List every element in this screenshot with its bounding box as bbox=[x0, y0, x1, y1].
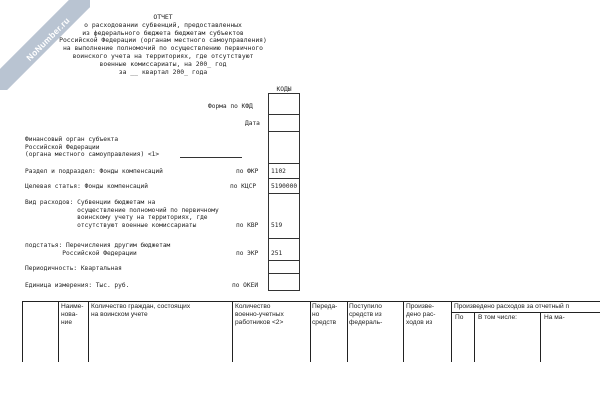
table-col-divider bbox=[232, 302, 233, 362]
ekr-label-line: Российской Федерации bbox=[25, 249, 137, 257]
expenses-table bbox=[22, 301, 600, 362]
title-line: воинского учета на территориях, где отсутствуют bbox=[72, 51, 254, 60]
codes-row-divider bbox=[268, 131, 300, 132]
table-col-divider bbox=[88, 302, 89, 362]
table-col-divider bbox=[403, 302, 404, 362]
okfr-value: 1102 bbox=[271, 168, 286, 175]
codes-row-divider bbox=[268, 273, 300, 274]
okei-code-label: по ОКЕИ bbox=[232, 282, 259, 289]
title-line: военные комиссариаты, на 200_ год bbox=[99, 59, 227, 68]
codes-row-divider bbox=[268, 238, 300, 239]
table-header-workers: Количество военно-учетных работников <2> bbox=[235, 303, 284, 326]
table-col-divider bbox=[540, 312, 541, 362]
kvr-label-line: Вид расходов: Субвенции бюджетам на bbox=[25, 199, 156, 206]
ekr-code-label: по ЭКР bbox=[236, 249, 259, 257]
table-subheader-total: По bbox=[455, 314, 464, 321]
table-header-received: Поступило средств из федераль- bbox=[349, 303, 383, 326]
fin-org-line: Финансовый орган субъекта bbox=[25, 136, 119, 143]
table-header-registered: Количество граждан, состоящих на воинском учете bbox=[91, 303, 191, 318]
title-line: Российской Федерации (органам местного самоуправления) bbox=[59, 36, 267, 45]
unit-label: Единица измерения: Тыс. руб. bbox=[25, 282, 130, 289]
ekr-value: 251 bbox=[271, 249, 283, 257]
table-header-spent: Произве- дено рас- ходов из bbox=[406, 303, 436, 326]
fin-org-line: (органа местного самоуправления) <1> bbox=[25, 151, 160, 158]
kvr-value: 519 bbox=[271, 221, 283, 229]
table-subheader-for: На ма- bbox=[544, 314, 565, 321]
periodicity-label: Периодичность: Квартальная bbox=[25, 265, 122, 272]
okfr-label: Раздел и подраздел: Фонды компенсаций bbox=[25, 168, 163, 175]
codes-row-divider bbox=[268, 114, 300, 115]
codes-row-divider bbox=[268, 93, 300, 94]
table-header-name: Наиме- нова- ние bbox=[61, 303, 84, 326]
watermark-text: NoNumber.ru bbox=[24, 15, 72, 63]
codes-row-divider bbox=[268, 290, 300, 291]
codes-header: КОДЫ bbox=[276, 86, 292, 93]
kvr-code-label: по КВР bbox=[236, 221, 259, 229]
table-col-divider bbox=[451, 302, 452, 362]
kvr-label-line: воинскому учету на территориях, где bbox=[25, 214, 208, 221]
codes-row-divider bbox=[268, 178, 300, 179]
kvr-label-line: отсутствуют военные комиссариаты bbox=[25, 221, 197, 229]
kcsr-code-label: по КЦСР bbox=[230, 183, 257, 190]
table-header-period-spent: Произведено расходов за отчетный п bbox=[454, 303, 570, 310]
title-line: за __ квартал 200_ года bbox=[118, 67, 208, 76]
title-line: ОТЧЕТ bbox=[153, 13, 173, 21]
codes-row-divider bbox=[268, 260, 300, 261]
okfr-code-label: по ФКР bbox=[236, 168, 259, 175]
title-line: из федерального бюджета бюджетам субъектов bbox=[82, 28, 244, 37]
report-title bbox=[40, 14, 286, 76]
table-col-divider bbox=[310, 302, 311, 362]
codes-row-divider bbox=[268, 163, 300, 164]
table-blank-col bbox=[23, 302, 59, 362]
kvr-label-line: осуществление полномочий по первичному bbox=[25, 206, 219, 214]
codes-row-divider bbox=[268, 193, 300, 194]
table-header-transferred: Переда- но средств bbox=[312, 303, 338, 326]
kcsr-label: Целевая статья: Фонды компенсаций bbox=[25, 183, 148, 190]
fin-org-blank[interactable] bbox=[180, 157, 242, 158]
date-label: Дата bbox=[245, 120, 260, 127]
fin-org-line: Российской Федерации bbox=[25, 143, 100, 151]
title-line: на выполнение полномочий по осуществлению первичного bbox=[62, 44, 264, 53]
table-subheader-including: В том числе: bbox=[478, 314, 517, 321]
table-col-divider bbox=[474, 312, 475, 362]
ekr-label-line: подстатья: Перечисления другим бюджетам bbox=[25, 242, 171, 249]
okud-label: Форма по КФД bbox=[208, 103, 253, 110]
kcsr-value: 5190000 bbox=[271, 183, 298, 190]
table-col-divider bbox=[347, 302, 348, 362]
title-line: о расходовании субвенций, предоставленных bbox=[84, 20, 242, 29]
